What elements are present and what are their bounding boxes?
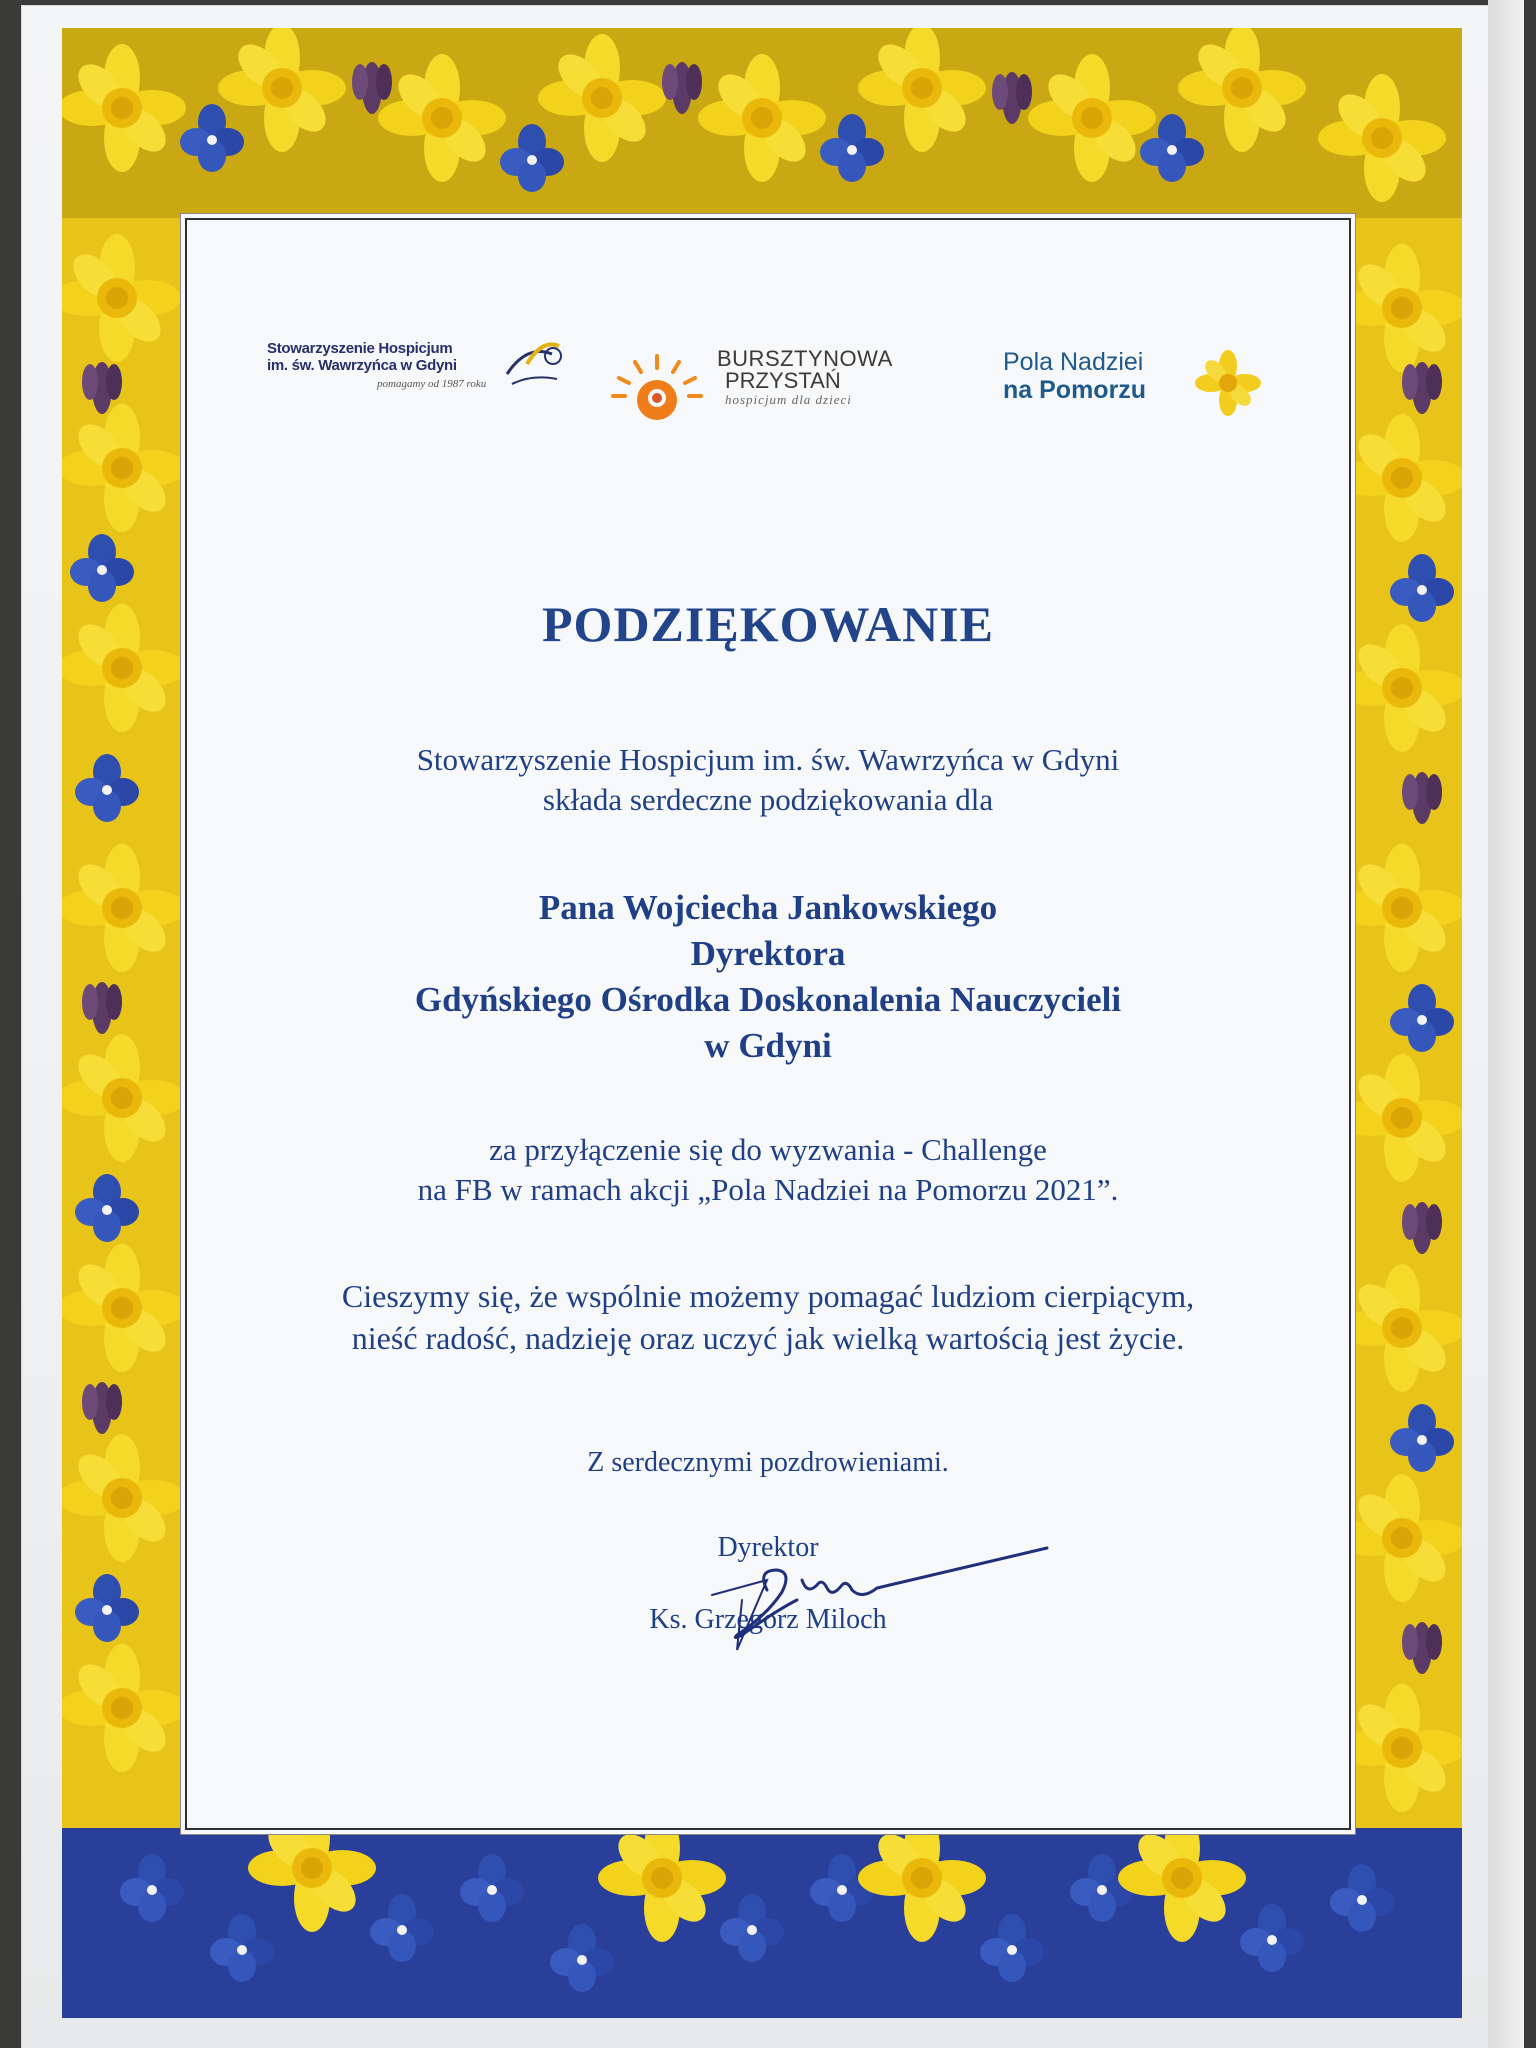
wish-line1: Cieszymy się, że wspólnie możemy pomagać ludziom cierpiącym, [341,1278,1195,1314]
handwritten-signature [617,1540,1097,1660]
recipient-institution: Gdyńskiego Ośrodka Doskonalenia Nauczycieli [414,980,1122,1019]
bursztynowa-logo [607,348,897,408]
intro-line1: Stowarzyszenie Hospicjum im. św. Wawrzyńca w Gdyni [416,742,1120,777]
recipient-name: Pana Wojciecha Jankowskiego [538,888,998,927]
bursztynowa-logo-line1: BURSZTYNOWA [717,346,893,371]
reason-line1: za przyłączenie się do wyzwania - Challenge [489,1132,1047,1167]
intro-line2: składa serdeczne podziękowania dla [542,782,994,817]
pola-nadziei-logo [1003,348,1263,404]
wish-line2: nieść radość, nadzieję oraz uczyć jak wielką wartością jest życie. [351,1320,1185,1356]
reason-paragraph [187,1130,1349,1210]
hospicjum-logo-tagline: pomagamy od 1987 roku [377,378,487,390]
bursztynowa-logo-tagline: hospicjum dla dzieci [725,392,852,407]
bursztynowa-logo-line2: PRZYSTAŃ [725,368,841,393]
hospicjum-logo [267,340,567,390]
pola-logo-line1: Pola Nadziei [1003,348,1144,376]
signatory-name: Ks. Grzegorz Miloch [649,1604,887,1635]
recipient-position: Dyrektora [690,934,846,973]
reason-line2: na FB w ramach akcji „Pola Nadziei na Pomorzu 2021”. [417,1172,1119,1207]
hospicjum-logo-line1: Stowarzyszenie Hospicjum [267,340,453,357]
pola-logo-line2: na Pomorzu [1003,376,1147,404]
recipient-block [187,885,1349,1069]
certificate-sheet [185,218,1351,1830]
sun-logo-icon [607,348,707,428]
closing-greeting: Z serdecznymi pozdrowieniami. [587,1447,949,1478]
wish-paragraph [187,1275,1349,1359]
intro-paragraph [187,740,1349,820]
paper-edge [1488,0,1524,2048]
daffodil-icon [1193,348,1263,418]
logos-row [187,340,1349,450]
page-title: PODZIĘKOWANIE [542,596,994,652]
recipient-city: w Gdyni [704,1026,832,1065]
signatory-title: Dyrektor [717,1532,819,1563]
hospicjum-logo-line2: im. św. Wawrzyńca w Gdyni [267,357,457,374]
daffodil-logo-icon [497,334,567,394]
